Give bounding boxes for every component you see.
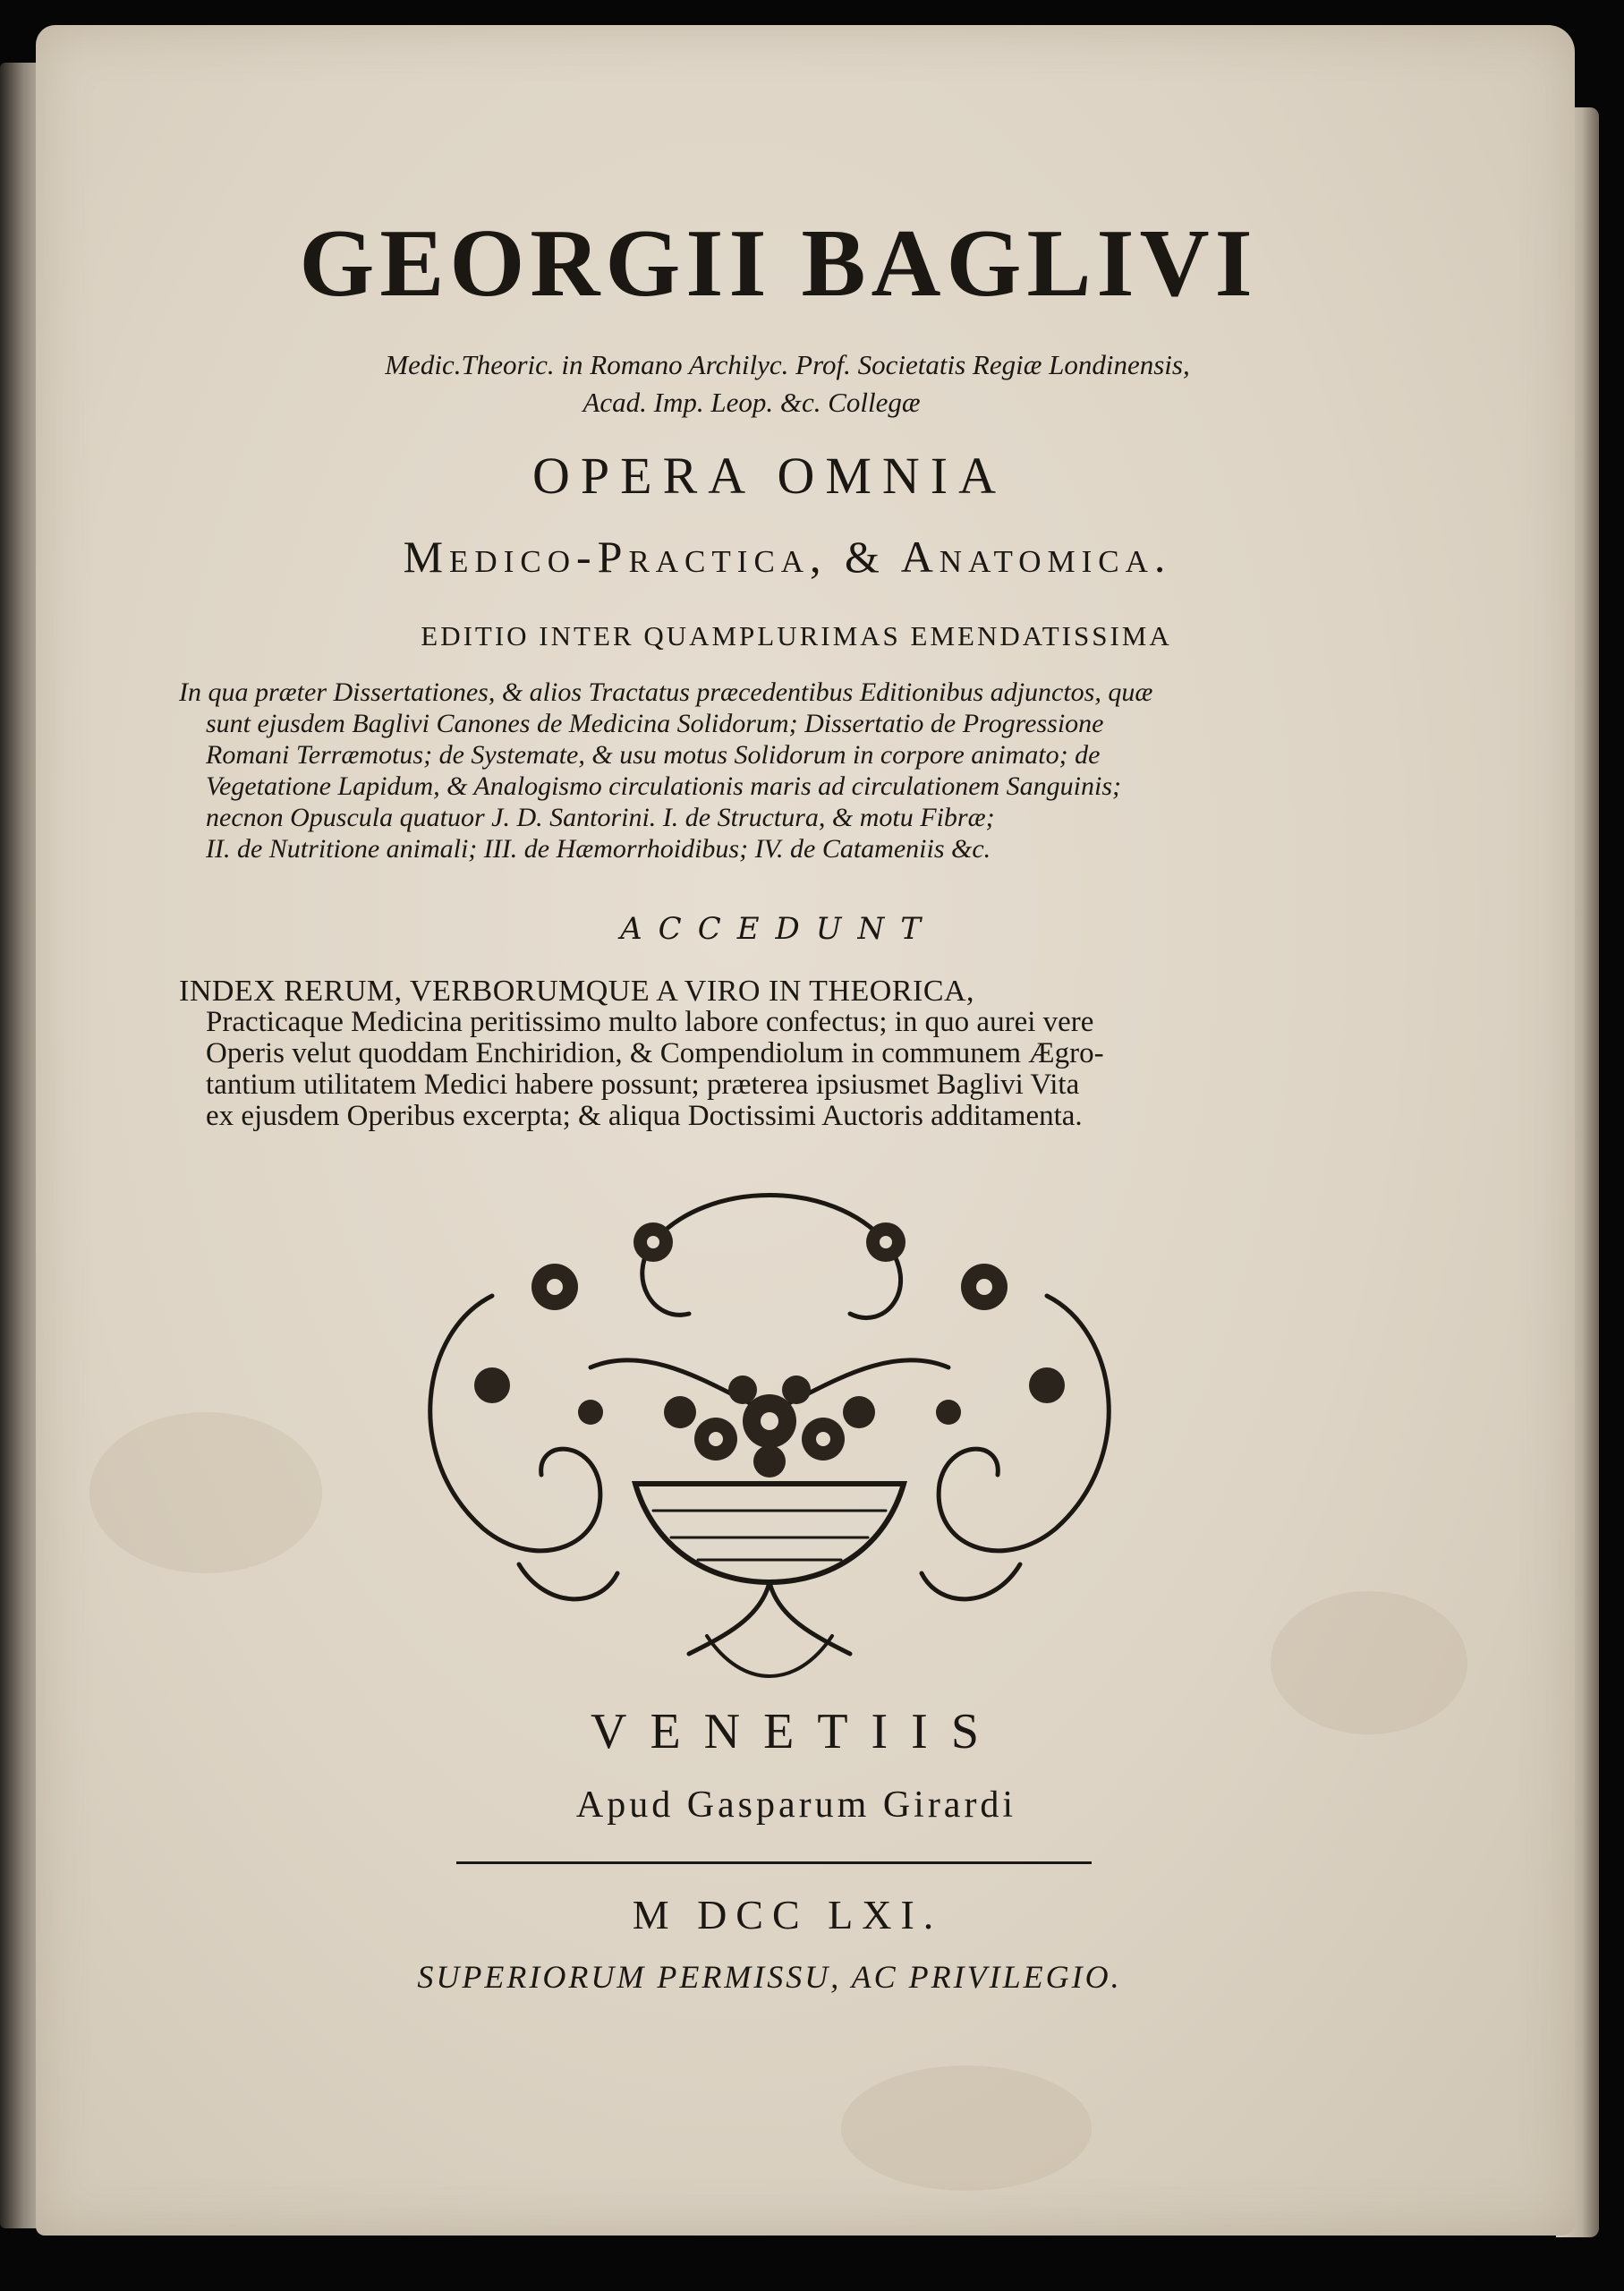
- divider-rule: [456, 1861, 1092, 1864]
- author-name: GEORGII BAGLIVI: [299, 210, 1258, 317]
- index-line: ex ejusdem Operibus excerpta; & aliqua Doctissimi Auctoris additamenta.: [206, 1100, 1083, 1132]
- contents-line: Vegetatione Lapidum, & Analogismo circulationis maris ad circulationem Sanguinis;: [206, 771, 1122, 801]
- privilege-statement: SUPERIORUM PERMISSU, AC PRIVILEGIO.: [417, 1959, 1122, 1995]
- author-titles-line-1: Medic.Theoric. in Romano Archilyc. Prof. Societatis Regiæ Londinensis,: [385, 349, 1190, 380]
- author-titles-line-2: Acad. Imp. Leop. &c. Collegæ: [582, 387, 921, 418]
- paper-stain: [89, 1412, 322, 1573]
- index-line: INDEX RERUM, VERBORUMQUE A VIRO IN THEORICA,: [179, 975, 975, 1008]
- title-page: [36, 25, 1575, 2236]
- contents-line: necnon Opuscula quatuor J. D. Santorini. I. de Structura, & motu Fibræ;: [206, 803, 995, 832]
- index-line: tantium utilitatem Medici habere possunt; præterea ipsiusmet Baglivi Vita: [206, 1069, 1080, 1101]
- contents-line: Romani Terræmotus; de Systemate, & usu motus Solidorum in corpore animato; de: [206, 740, 1101, 770]
- imprint-printer: Apud Gasparum Girardi: [575, 1784, 1017, 1826]
- paper-stain: [841, 2065, 1092, 2191]
- index-line: Operis velut quoddam Enchiridion, & Compendiolum in communem Ægro-: [206, 1037, 1104, 1069]
- contents-paragraph: [179, 677, 1414, 864]
- work-title: OPERA OMNIA: [532, 447, 1007, 505]
- edition-statement: EDITIO INTER QUAMPLURIMAS EMENDATISSIMA: [421, 620, 1172, 652]
- contents-line: sunt ejusdem Baglivi Canones de Medicina Solidorum; Dissertatio de Progressione: [206, 709, 1104, 738]
- work-subtitle: Medico-Practica, & Anatomica.: [403, 532, 1172, 582]
- floral-basket-ornament: [385, 1188, 1154, 1690]
- imprint-year: M DCC LXI.: [632, 1892, 943, 1938]
- accedunt-heading: ACCEDUNT: [620, 911, 937, 947]
- contents-line: II. de Nutritione animali; III. de Hæmorrhoidibus; IV. de Catameniis &c.: [206, 834, 991, 864]
- contents-line: In qua præter Dissertationes, & alios Tractatus præcedentibus Editionibus adjunctos, quæ: [179, 677, 1153, 707]
- index-paragraph: [179, 975, 1414, 1132]
- index-line: Practicaque Medicina peritissimo multo labore confectus; in quo aurei vere: [206, 1006, 1094, 1038]
- imprint-place: VENETIIS: [591, 1704, 1002, 1759]
